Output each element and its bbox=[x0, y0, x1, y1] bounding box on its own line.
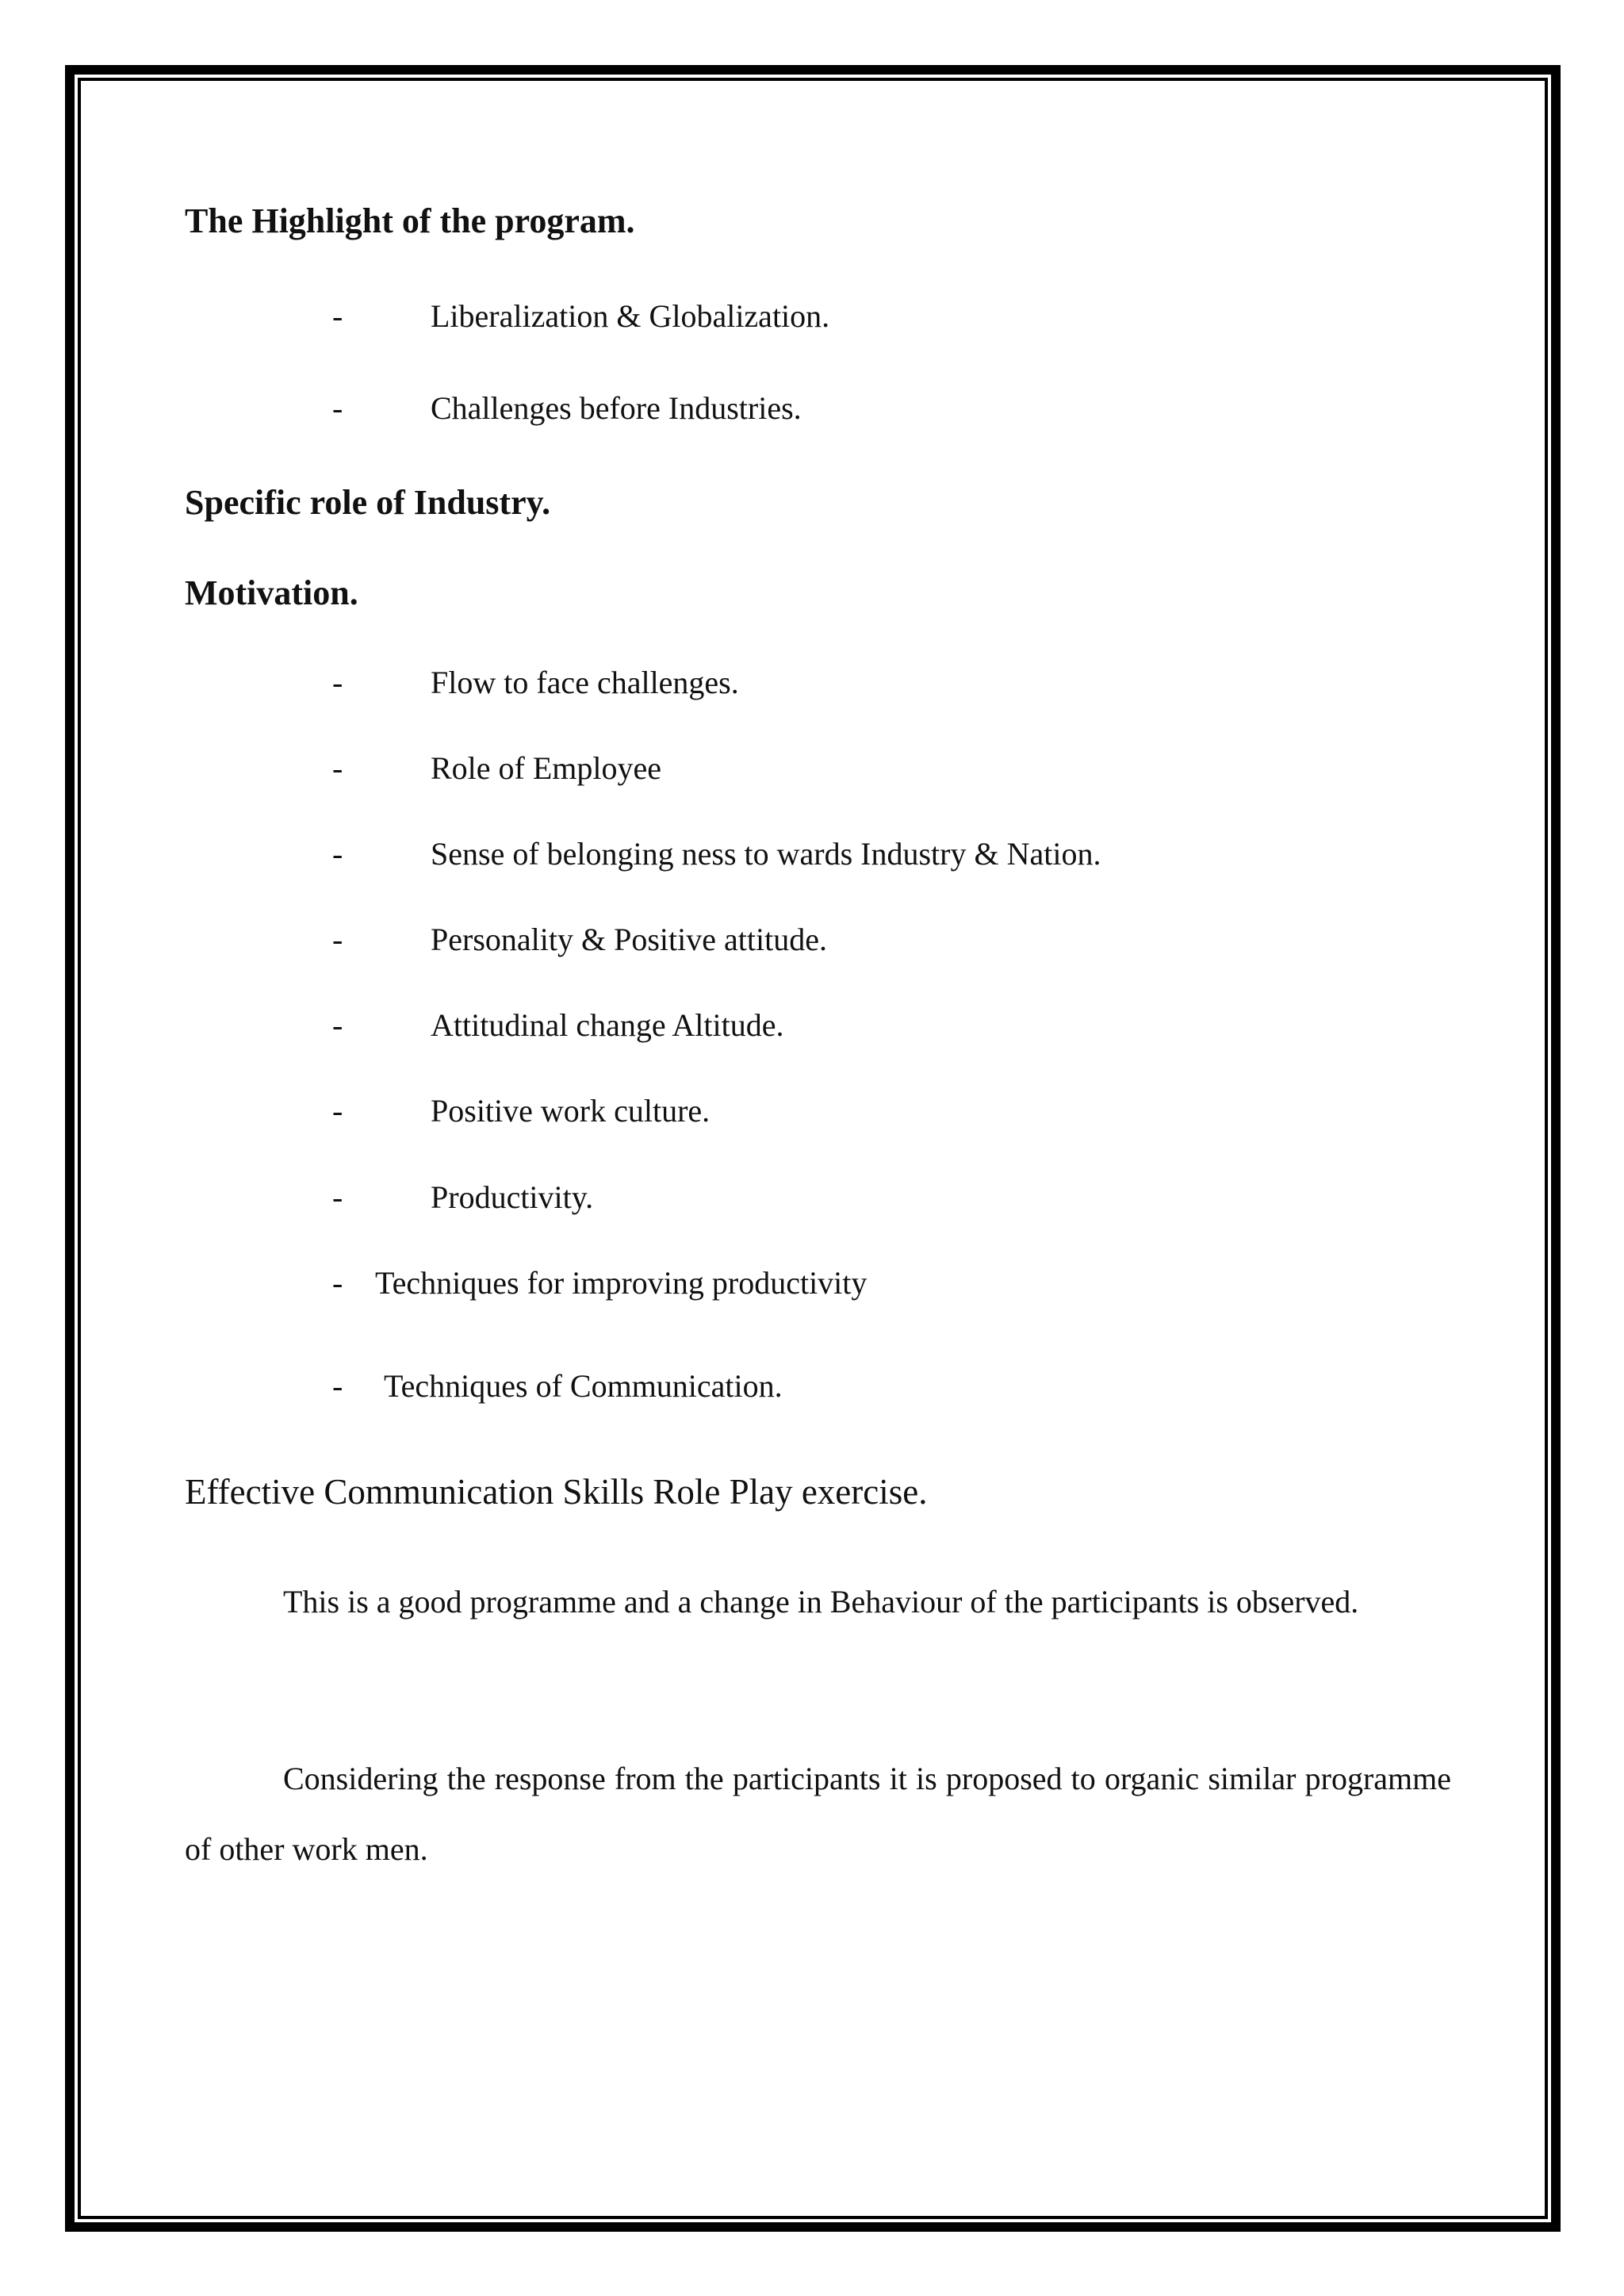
bullet-dash: - bbox=[332, 298, 343, 334]
highlight-heading: The Highlight of the program. bbox=[185, 201, 635, 240]
extra-item: Techniques for improving productivity bbox=[375, 1265, 868, 1301]
motivation-item: Flow to face challenges. bbox=[431, 665, 739, 700]
paragraph-observation: This is a good programme and a change in Behaviour of the participants is observed. bbox=[283, 1584, 1359, 1619]
bullet-dash: - bbox=[332, 665, 343, 700]
communication-heading: Effective Communication Skills Role Play exercise. bbox=[185, 1472, 928, 1512]
bullet-dash: - bbox=[332, 1007, 343, 1043]
motivation-item: Sense of belonging ness to wards Industry & Nation. bbox=[431, 836, 1101, 872]
highlight-item: Challenges before Industries. bbox=[431, 390, 802, 426]
bullet-dash: - bbox=[332, 922, 343, 957]
extra-item: Techniques of Communication. bbox=[384, 1368, 783, 1404]
motivation-item: Attitudinal change Altitude. bbox=[431, 1007, 784, 1043]
motivation-item: Positive work culture. bbox=[431, 1093, 710, 1129]
bullet-dash: - bbox=[332, 1179, 343, 1215]
motivation-item: Personality & Positive attitude. bbox=[431, 922, 827, 957]
bullet-dash: - bbox=[332, 390, 343, 426]
motivation-item: Role of Employee bbox=[431, 750, 662, 786]
bullet-dash: - bbox=[332, 750, 343, 786]
specific-role-heading: Specific role of Industry. bbox=[185, 483, 551, 522]
highlight-item: Liberalization & Globalization. bbox=[431, 298, 830, 334]
bullet-dash: - bbox=[332, 1368, 343, 1404]
motivation-heading: Motivation. bbox=[185, 573, 358, 612]
motivation-item: Productivity. bbox=[431, 1179, 594, 1215]
bullet-dash: - bbox=[332, 1093, 343, 1129]
paragraph-proposal: Considering the response from the participants it is proposed to organic similar programme of other work men. bbox=[185, 1761, 1451, 1867]
bullet-dash: - bbox=[332, 836, 343, 872]
bullet-dash: - bbox=[332, 1265, 343, 1301]
